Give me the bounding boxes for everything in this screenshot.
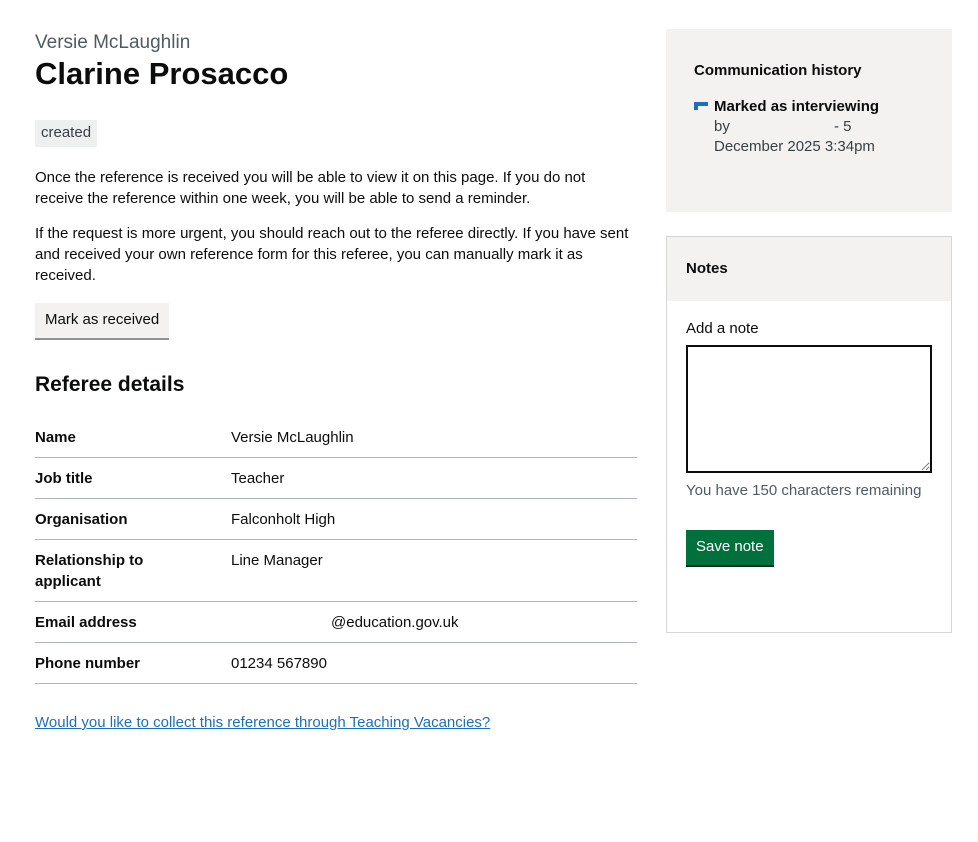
history-item-date: - 5 December 2025 3:34pm	[714, 118, 875, 155]
summary-value: Versie McLaughlin	[231, 429, 354, 446]
history-item-by: by	[714, 118, 730, 135]
page-title: Clarine Prosacco	[35, 56, 289, 91]
summary-value: Teacher	[231, 470, 285, 487]
character-count-hint: You have 150 characters remaining	[686, 482, 922, 499]
summary-row-email	[35, 602, 637, 643]
save-note-button[interactable]: Save note	[686, 530, 774, 565]
notes-heading: Notes	[667, 237, 951, 301]
main-content	[35, 32, 637, 732]
summary-value: Line Manager	[231, 552, 323, 569]
notes-body	[667, 301, 951, 565]
referee-details-heading: Referee details	[35, 373, 185, 396]
summary-key: Organisation	[35, 511, 128, 528]
notes-panel	[666, 236, 952, 633]
communication-history-panel	[666, 29, 952, 212]
summary-row-organisation	[35, 499, 637, 540]
communication-history-heading: Communication history	[694, 62, 862, 79]
summary-row-name	[35, 417, 637, 458]
history-item-meta	[714, 117, 924, 157]
referee-summary-list	[35, 417, 637, 684]
summary-key: Email address	[35, 614, 137, 631]
mark-as-received-button[interactable]: Mark as received	[35, 303, 169, 338]
note-textarea[interactable]	[686, 345, 932, 473]
flag-icon	[694, 102, 708, 110]
status-tag: created	[35, 120, 97, 147]
summary-key: Relationship to applicant	[35, 552, 144, 590]
intro-paragraph-2: If the request is more urgent, you should reach out to the referee directly. If you have sent and received your own reference form for this referee, you can manually mark it as received.	[35, 225, 629, 284]
summary-value: Falconholt High	[231, 511, 336, 528]
summary-row-relationship	[35, 540, 637, 602]
summary-row-job-title	[35, 458, 637, 499]
history-item-title: Marked as interviewing	[714, 98, 880, 115]
intro-paragraph-1: Once the reference is received you will be able to view it on this page. If you do not receive the reference within one week, you will be able to send a reminder.	[35, 169, 586, 207]
summary-key: Phone number	[35, 655, 141, 672]
teaching-vacancies-link[interactable]: Would you like to collect this reference through Teaching Vacancies?	[35, 714, 491, 731]
email-domain: @education.gov.uk	[331, 614, 459, 631]
summary-value: 01234 567890	[231, 655, 327, 672]
summary-key: Name	[35, 429, 76, 446]
page-caption: Versie McLaughlin	[35, 32, 191, 53]
history-item	[694, 97, 924, 157]
summary-row-phone	[35, 643, 637, 684]
summary-value	[231, 612, 637, 633]
add-note-label: Add a note	[686, 320, 759, 337]
summary-key: Job title	[35, 470, 93, 487]
